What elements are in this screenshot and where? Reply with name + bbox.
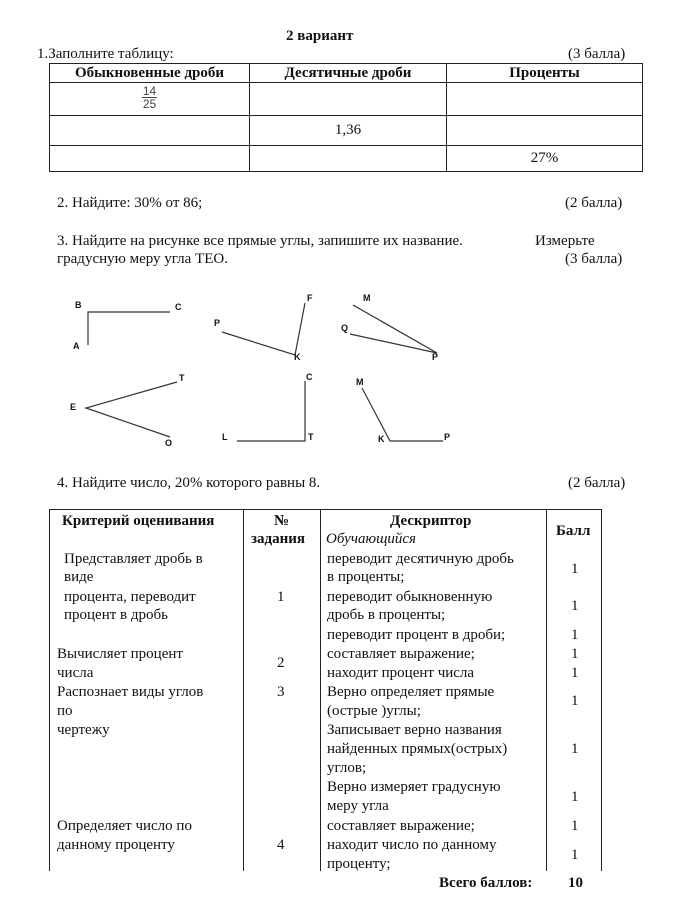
descriptor: переводит обыкновенную bbox=[327, 589, 493, 605]
header-task-number-2: задания bbox=[251, 531, 306, 547]
task4-score: (2 балла) bbox=[568, 475, 626, 491]
point-label: L bbox=[222, 432, 228, 442]
fraction-numerator: 14 bbox=[142, 84, 157, 98]
criterion-3: Распознает виды углов bbox=[57, 684, 204, 700]
criterion-3: по bbox=[57, 703, 73, 719]
criterion-2: Вычисляет процент bbox=[57, 646, 183, 662]
header-task-number: № bbox=[274, 513, 290, 529]
cell-percent: 27% bbox=[447, 146, 643, 172]
point-label: F bbox=[307, 293, 313, 303]
task2-text: 2. Найдите: 30% от 86; bbox=[57, 195, 203, 211]
task-number: 1 bbox=[277, 589, 285, 605]
descriptor: меру угла bbox=[327, 798, 389, 814]
descriptor: Записывает верно названия bbox=[327, 722, 502, 738]
descriptor: проценту; bbox=[327, 856, 391, 872]
point-label: K bbox=[294, 352, 301, 362]
descriptor: переводит процент в дроби; bbox=[327, 627, 506, 643]
score: 1 bbox=[571, 561, 579, 577]
angle-mpq bbox=[350, 305, 437, 353]
task-number: 2 bbox=[277, 655, 285, 671]
criterion-2: числа bbox=[57, 665, 94, 681]
descriptor: находит число по данному bbox=[327, 837, 497, 853]
header-score: Балл bbox=[556, 523, 591, 539]
task3-line1: 3. Найдите на рисунке все прямые углы, запишите их название. bbox=[57, 233, 463, 249]
criterion-1: процента, переводит bbox=[64, 589, 196, 605]
score: 1 bbox=[571, 741, 579, 757]
descriptor: переводит десятичную дробь bbox=[327, 551, 514, 567]
task1-prompt: 1.Заполните таблицу: bbox=[37, 46, 174, 62]
point-label: C bbox=[306, 372, 313, 382]
rubric-border bbox=[320, 509, 321, 871]
point-label: C bbox=[175, 302, 182, 312]
header-percent: Проценты bbox=[447, 64, 643, 83]
descriptor: составляет выражение; bbox=[327, 818, 475, 834]
score: 1 bbox=[571, 789, 579, 805]
rubric-border bbox=[243, 509, 244, 871]
descriptor: составляет выражение; bbox=[327, 646, 475, 662]
header-descriptor-sub: Обучающийся bbox=[326, 531, 417, 547]
header-decimal-fractions: Десятичные дроби bbox=[250, 64, 447, 83]
header-descriptor: Дескриптор bbox=[390, 513, 472, 529]
criterion-3: чертежу bbox=[57, 722, 110, 738]
criterion-1: процент в дробь bbox=[64, 607, 168, 623]
header-common-fractions: Обыкновенные дроби bbox=[50, 64, 250, 83]
point-label: T bbox=[308, 432, 314, 442]
angle-ltc bbox=[237, 381, 305, 441]
point-label: Q bbox=[341, 323, 349, 333]
point-label: M bbox=[356, 377, 364, 387]
total-value: 10 bbox=[568, 875, 583, 891]
task3-score: (3 балла) bbox=[565, 251, 623, 267]
descriptor: дробь в проценты; bbox=[327, 607, 446, 623]
point-label: P bbox=[432, 352, 439, 362]
point-label: M bbox=[363, 293, 371, 303]
point-label: P bbox=[214, 318, 221, 328]
point-label: K bbox=[378, 434, 385, 444]
task1-score: (3 балла) bbox=[568, 46, 626, 62]
descriptor: углов; bbox=[327, 760, 367, 776]
criterion-4: данному проценту bbox=[57, 837, 175, 853]
fraction-denominator: 25 bbox=[142, 97, 157, 111]
rubric-border bbox=[49, 509, 50, 871]
angle-teo bbox=[86, 382, 177, 437]
score: 1 bbox=[571, 646, 579, 662]
angle-mkp bbox=[362, 388, 443, 441]
descriptor: (острые )углы; bbox=[327, 703, 421, 719]
descriptor: Верно измеряет градусную bbox=[327, 779, 501, 795]
total-label: Всего баллов: bbox=[439, 875, 533, 891]
point-label: E bbox=[70, 402, 77, 412]
point-label: T bbox=[179, 373, 185, 383]
angle-abc bbox=[88, 312, 170, 345]
rubric-top-border bbox=[49, 509, 602, 510]
criterion-1: Представляет дробь в bbox=[64, 551, 203, 567]
task4-text: 4. Найдите число, 20% которого равны 8. bbox=[57, 475, 321, 491]
task3-line1b: Измерьте bbox=[535, 233, 595, 249]
task2-score: (2 балла) bbox=[565, 195, 623, 211]
task-number: 3 bbox=[277, 684, 285, 700]
angle-pkf bbox=[222, 303, 305, 355]
cell-decimal: 1,36 bbox=[250, 116, 447, 146]
task-number: 4 bbox=[277, 837, 285, 853]
score: 1 bbox=[571, 665, 579, 681]
descriptor: находит процент числа bbox=[327, 665, 475, 681]
point-label: A bbox=[73, 341, 80, 351]
score: 1 bbox=[571, 598, 579, 614]
criterion-4: Определяет число по bbox=[57, 818, 192, 834]
point-label: P bbox=[444, 432, 451, 442]
descriptor: найденных прямых(острых) bbox=[327, 741, 508, 757]
variant-title: 2 вариант bbox=[286, 28, 354, 44]
score: 1 bbox=[571, 818, 579, 834]
criterion-1: виде bbox=[64, 569, 94, 585]
score: 1 bbox=[571, 627, 579, 643]
point-label: B bbox=[75, 300, 82, 310]
rubric-border bbox=[601, 509, 602, 871]
descriptor: Верно определяет прямые bbox=[327, 684, 495, 700]
descriptor: в проценты; bbox=[327, 569, 405, 585]
task3-line2: градусную меру угла TEO. bbox=[57, 251, 228, 267]
point-label: O bbox=[165, 438, 173, 448]
header-criterion: Критерий оценивания bbox=[62, 513, 215, 529]
score: 1 bbox=[571, 847, 579, 863]
rubric-border bbox=[546, 509, 547, 871]
score: 1 bbox=[571, 693, 579, 709]
